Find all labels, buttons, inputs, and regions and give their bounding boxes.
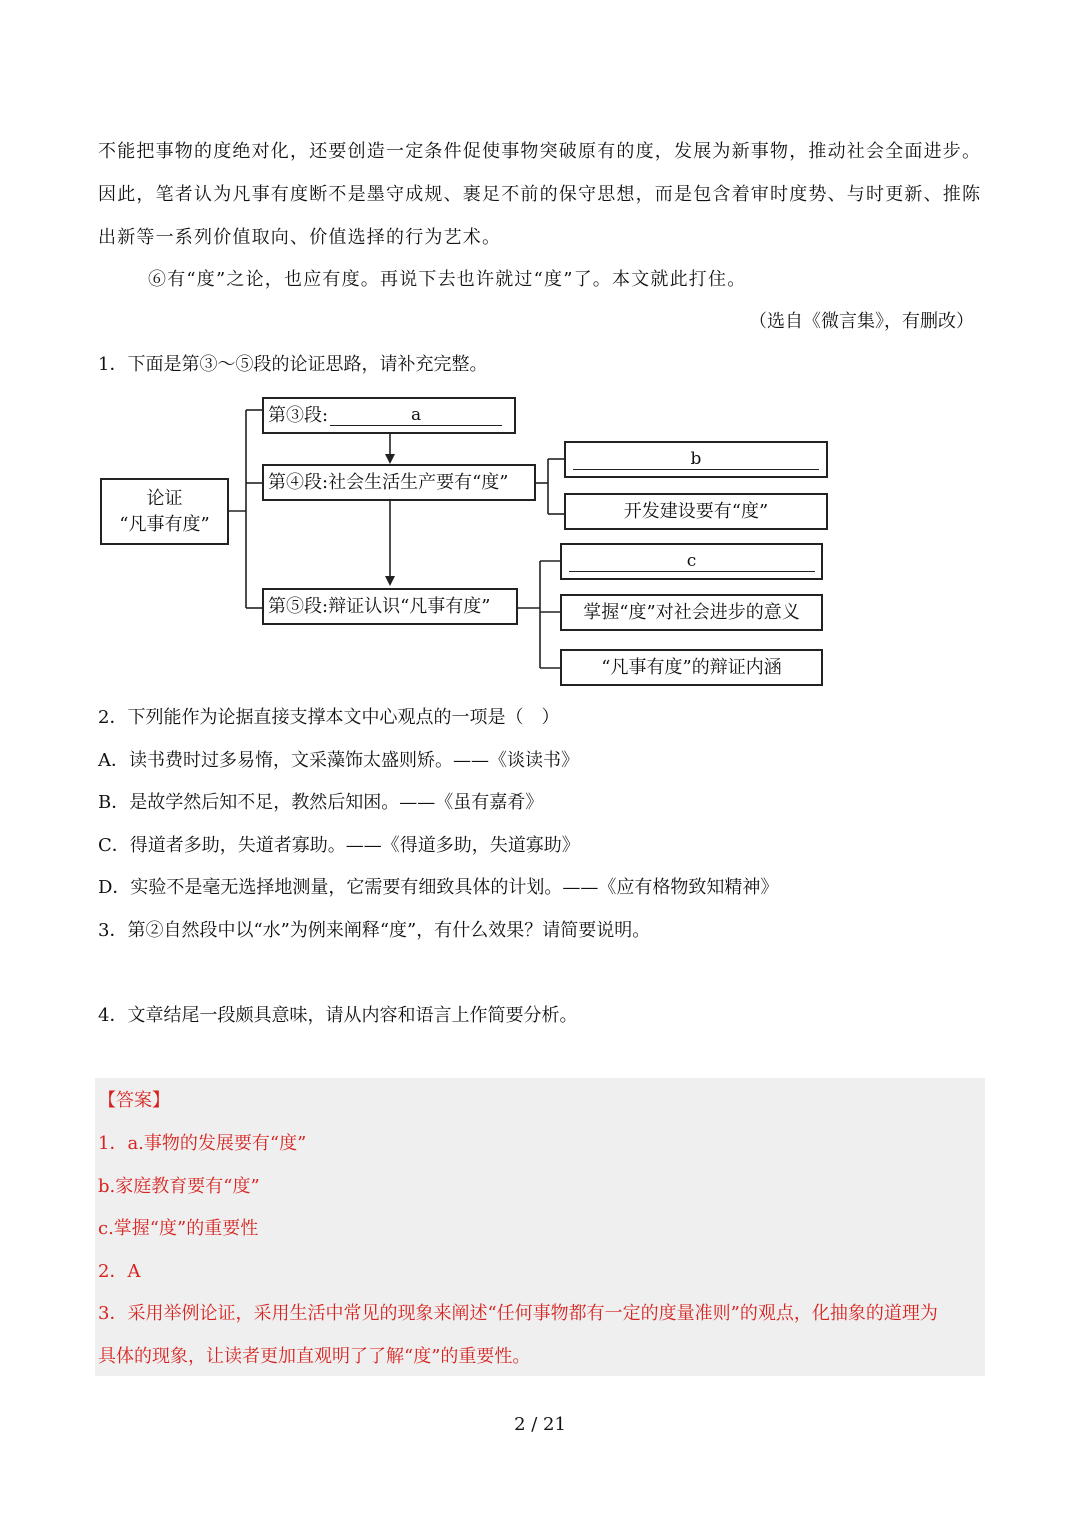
question-1: 1．下面是第③～⑤段的论证思路，请补充完整。 [98, 354, 488, 375]
blank-a: a [330, 405, 502, 426]
passage-line-3: 出新等一系列价值取向、价值选择的行为艺术。 [98, 227, 502, 248]
question-3: 3．第②自然段中以“水”为例来阐释“度”，有什么效果？请简要说明。 [98, 920, 651, 941]
answer-1-b: b.家庭教育要有“度” [98, 1176, 260, 1197]
diagram-root-line-1: 论证 [146, 487, 183, 509]
diagram-blank-b-box [564, 441, 828, 478]
diagram-paragraph-4-box [262, 464, 536, 501]
option-b: B．是故学然后知不足，教然后知困。——《虽有嘉肴》 [98, 792, 544, 813]
diagram-paragraph-3-box [262, 397, 516, 434]
paragraph-3-label: 第③段: [268, 404, 329, 426]
answer-header: 【答案】 [98, 1090, 170, 1111]
dialectic-label: “凡事有度”的辩证内涵 [601, 656, 782, 678]
blank-b: b [573, 449, 819, 470]
answer-3-line-2: 具体的现象，让读者更加直观明了了解“度”的重要性。 [98, 1346, 531, 1367]
option-a: A．读书费时过多易惰，文采藻饰太盛则矫。——《谈读书》 [98, 750, 579, 771]
option-d: D．实验不是毫无选择地测量，它需要有细致具体的计划。——《应有格物致知精神》 [98, 877, 779, 898]
answer-2: 2．A [98, 1261, 141, 1282]
diagram-blank-c-box [560, 543, 823, 580]
passage-paragraph-6: ⑥有“度”之论，也应有度。再说下去也许就过“度”了。本文就此打住。 [148, 269, 747, 290]
diagram-root-box [100, 478, 229, 545]
diagram-root-line-2: “凡事有度” [119, 513, 210, 535]
paragraph-5-label: 第⑤段:辩证认识“凡事有度” [268, 595, 491, 617]
diagram-paragraph-5-box [262, 588, 518, 625]
diagram-dialectic-box [560, 649, 823, 686]
development-label: 开发建设要有“度” [623, 500, 769, 522]
significance-label: 掌握“度”对社会进步的意义 [583, 601, 800, 623]
blank-c: c [569, 551, 815, 572]
answer-1-c: c.掌握“度”的重要性 [98, 1218, 259, 1239]
page-number: 2 / 21 [514, 1414, 566, 1435]
answer-1: 1．a.事物的发展要有“度” [98, 1133, 307, 1154]
argument-diagram-connectors [0, 0, 1080, 700]
paragraph-4-label: 第④段:社会生活生产要有“度” [268, 471, 509, 493]
question-2: 2．下列能作为论据直接支撑本文中心观点的一项是（ ） [98, 707, 560, 728]
question-4: 4．文章结尾一段颇具意味，请从内容和语言上作简要分析。 [98, 1005, 578, 1026]
diagram-significance-box [560, 594, 823, 631]
option-c: C．得道者多助，失道者寡助。——《得道多助，失道寡助》 [98, 835, 580, 856]
answer-3-line-1: 3．采用举例论证，采用生活中常见的现象来阐述“任何事物都有一定的度量准则”的观点，化抽象的道理为 [98, 1303, 938, 1324]
passage-line-2: 因此，笔者认为凡事有度断不是墨守成规、裹足不前的保守思想，而是包含着审时度势、与时更新、推陈 [98, 184, 982, 205]
diagram-development-box [564, 493, 828, 530]
passage-line-1: 不能把事物的度绝对化，还要创造一定条件促使事物突破原有的度，发展为新事物，推动社会全面进步。 [98, 141, 982, 162]
passage-source: （选自《微言集》，有删改） [749, 311, 974, 332]
